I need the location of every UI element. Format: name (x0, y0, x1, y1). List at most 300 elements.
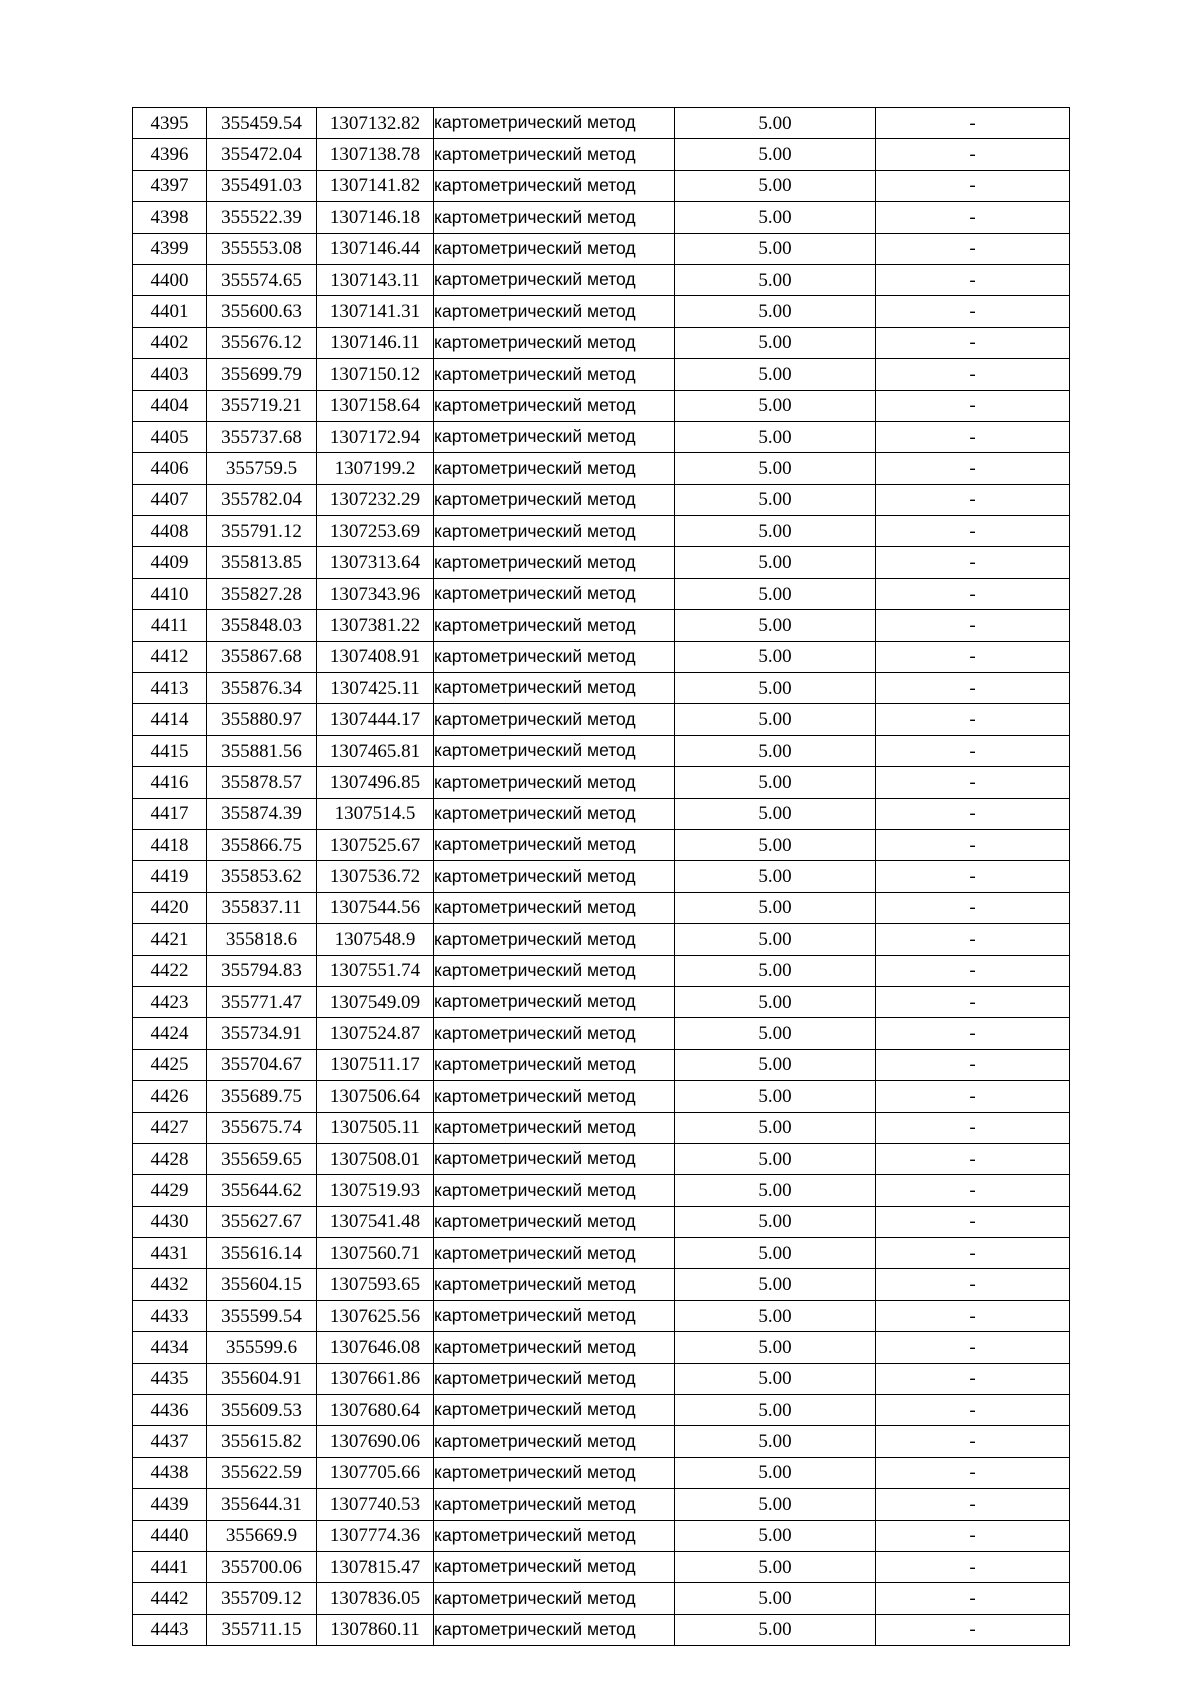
y-coordinate-cell: 1307141.31 (317, 296, 434, 327)
y-coordinate-cell: 1307158.64 (317, 390, 434, 421)
method-cell: картометрический метод (434, 1332, 675, 1363)
y-coordinate-cell: 1307593.65 (317, 1269, 434, 1300)
method-cell: картометрический метод (434, 421, 675, 452)
point-number-cell: 4416 (133, 767, 207, 798)
accuracy-cell: 5.00 (675, 1489, 876, 1520)
point-number-cell: 4433 (133, 1300, 207, 1331)
x-coordinate-cell: 355874.39 (207, 798, 317, 829)
x-coordinate-cell: 355837.11 (207, 892, 317, 923)
method-cell: картометрический метод (434, 453, 675, 484)
method-cell: картометрический метод (434, 1081, 675, 1112)
point-number-cell: 4430 (133, 1206, 207, 1237)
accuracy-cell: 5.00 (675, 108, 876, 139)
accuracy-cell: 5.00 (675, 610, 876, 641)
accuracy-cell: 5.00 (675, 484, 876, 515)
point-number-cell: 4437 (133, 1426, 207, 1457)
table-row (133, 516, 1070, 547)
y-coordinate-cell: 1307381.22 (317, 610, 434, 641)
point-number-cell: 4413 (133, 673, 207, 704)
accuracy-cell: 5.00 (675, 1520, 876, 1551)
method-cell: картометрический метод (434, 673, 675, 704)
table-row (133, 892, 1070, 923)
note-cell: - (876, 139, 1070, 170)
x-coordinate-cell: 355574.65 (207, 264, 317, 295)
y-coordinate-cell: 1307548.9 (317, 924, 434, 955)
note-cell: - (876, 327, 1070, 358)
accuracy-cell: 5.00 (675, 955, 876, 986)
y-coordinate-cell: 1307815.47 (317, 1551, 434, 1582)
point-number-cell: 4410 (133, 578, 207, 609)
point-number-cell: 4402 (133, 327, 207, 358)
method-cell: картометрический метод (434, 1269, 675, 1300)
y-coordinate-cell: 1307774.36 (317, 1520, 434, 1551)
y-coordinate-cell: 1307544.56 (317, 892, 434, 923)
x-coordinate-cell: 355553.08 (207, 233, 317, 264)
y-coordinate-cell: 1307425.11 (317, 673, 434, 704)
x-coordinate-cell: 355599.6 (207, 1332, 317, 1363)
note-cell: - (876, 798, 1070, 829)
x-coordinate-cell: 355867.68 (207, 641, 317, 672)
note-cell: - (876, 1081, 1070, 1112)
method-cell: картометрический метод (434, 1206, 675, 1237)
y-coordinate-cell: 1307551.74 (317, 955, 434, 986)
method-cell: картометрический метод (434, 767, 675, 798)
table-row (133, 202, 1070, 233)
point-number-cell: 4420 (133, 892, 207, 923)
point-number-cell: 4400 (133, 264, 207, 295)
y-coordinate-cell: 1307505.11 (317, 1112, 434, 1143)
note-cell: - (876, 704, 1070, 735)
point-number-cell: 4412 (133, 641, 207, 672)
table-row (133, 798, 1070, 829)
method-cell: картометрический метод (434, 484, 675, 515)
table-row (133, 327, 1070, 358)
accuracy-cell: 5.00 (675, 1049, 876, 1080)
accuracy-cell: 5.00 (675, 798, 876, 829)
x-coordinate-cell: 355704.67 (207, 1049, 317, 1080)
y-coordinate-cell: 1307549.09 (317, 986, 434, 1017)
note-cell: - (876, 1332, 1070, 1363)
table-row (133, 1112, 1070, 1143)
method-cell: картометрический метод (434, 170, 675, 201)
x-coordinate-cell: 355644.31 (207, 1489, 317, 1520)
y-coordinate-cell: 1307690.06 (317, 1426, 434, 1457)
accuracy-cell: 5.00 (675, 421, 876, 452)
point-number-cell: 4441 (133, 1551, 207, 1582)
coordinates-table-body (133, 108, 1070, 1646)
point-number-cell: 4411 (133, 610, 207, 641)
point-number-cell: 4421 (133, 924, 207, 955)
method-cell: картометрический метод (434, 735, 675, 766)
point-number-cell: 4403 (133, 359, 207, 390)
note-cell: - (876, 1426, 1070, 1457)
table-row (133, 767, 1070, 798)
point-number-cell: 4443 (133, 1614, 207, 1645)
point-number-cell: 4404 (133, 390, 207, 421)
note-cell: - (876, 1049, 1070, 1080)
x-coordinate-cell: 355604.15 (207, 1269, 317, 1300)
method-cell: картометрический метод (434, 829, 675, 860)
table-row (133, 170, 1070, 201)
table-row (133, 484, 1070, 515)
accuracy-cell: 5.00 (675, 1238, 876, 1269)
point-number-cell: 4424 (133, 1018, 207, 1049)
method-cell: картометрический метод (434, 892, 675, 923)
table-row (133, 1049, 1070, 1080)
x-coordinate-cell: 355709.12 (207, 1583, 317, 1614)
x-coordinate-cell: 355472.04 (207, 139, 317, 170)
table-row (133, 986, 1070, 1017)
method-cell: картометрический метод (434, 516, 675, 547)
point-number-cell: 4432 (133, 1269, 207, 1300)
y-coordinate-cell: 1307541.48 (317, 1206, 434, 1237)
point-number-cell: 4407 (133, 484, 207, 515)
table-row (133, 1520, 1070, 1551)
x-coordinate-cell: 355675.74 (207, 1112, 317, 1143)
x-coordinate-cell: 355711.15 (207, 1614, 317, 1645)
accuracy-cell: 5.00 (675, 673, 876, 704)
table-row (133, 578, 1070, 609)
x-coordinate-cell: 355699.79 (207, 359, 317, 390)
method-cell: картометрический метод (434, 861, 675, 892)
accuracy-cell: 5.00 (675, 892, 876, 923)
method-cell: картометрический метод (434, 1238, 675, 1269)
x-coordinate-cell: 355615.82 (207, 1426, 317, 1457)
y-coordinate-cell: 1307444.17 (317, 704, 434, 735)
accuracy-cell: 5.00 (675, 233, 876, 264)
accuracy-cell: 5.00 (675, 547, 876, 578)
accuracy-cell: 5.00 (675, 296, 876, 327)
method-cell: картометрический метод (434, 139, 675, 170)
point-number-cell: 4426 (133, 1081, 207, 1112)
note-cell: - (876, 1300, 1070, 1331)
method-cell: картометрический метод (434, 1520, 675, 1551)
y-coordinate-cell: 1307860.11 (317, 1614, 434, 1645)
point-number-cell: 4405 (133, 421, 207, 452)
table-row (133, 359, 1070, 390)
x-coordinate-cell: 355878.57 (207, 767, 317, 798)
method-cell: картометрический метод (434, 578, 675, 609)
note-cell: - (876, 641, 1070, 672)
point-number-cell: 4418 (133, 829, 207, 860)
table-row (133, 453, 1070, 484)
y-coordinate-cell: 1307836.05 (317, 1583, 434, 1614)
y-coordinate-cell: 1307146.11 (317, 327, 434, 358)
accuracy-cell: 5.00 (675, 170, 876, 201)
point-number-cell: 4442 (133, 1583, 207, 1614)
method-cell: картометрический метод (434, 798, 675, 829)
note-cell: - (876, 1614, 1070, 1645)
table-row (133, 1363, 1070, 1394)
point-number-cell: 4399 (133, 233, 207, 264)
y-coordinate-cell: 1307172.94 (317, 421, 434, 452)
y-coordinate-cell: 1307525.67 (317, 829, 434, 860)
accuracy-cell: 5.00 (675, 453, 876, 484)
point-number-cell: 4417 (133, 798, 207, 829)
x-coordinate-cell: 355616.14 (207, 1238, 317, 1269)
note-cell: - (876, 516, 1070, 547)
accuracy-cell: 5.00 (675, 1081, 876, 1112)
note-cell: - (876, 170, 1070, 201)
x-coordinate-cell: 355669.9 (207, 1520, 317, 1551)
accuracy-cell: 5.00 (675, 1457, 876, 1488)
x-coordinate-cell: 355644.62 (207, 1175, 317, 1206)
y-coordinate-cell: 1307146.44 (317, 233, 434, 264)
method-cell: картометрический метод (434, 641, 675, 672)
table-row (133, 735, 1070, 766)
x-coordinate-cell: 355880.97 (207, 704, 317, 735)
accuracy-cell: 5.00 (675, 704, 876, 735)
y-coordinate-cell: 1307232.29 (317, 484, 434, 515)
accuracy-cell: 5.00 (675, 735, 876, 766)
point-number-cell: 4419 (133, 861, 207, 892)
x-coordinate-cell: 355848.03 (207, 610, 317, 641)
method-cell: картометрический метод (434, 327, 675, 358)
note-cell: - (876, 1143, 1070, 1174)
accuracy-cell: 5.00 (675, 1426, 876, 1457)
y-coordinate-cell: 1307253.69 (317, 516, 434, 547)
point-number-cell: 4428 (133, 1143, 207, 1174)
accuracy-cell: 5.00 (675, 1143, 876, 1174)
table-row (133, 1332, 1070, 1363)
method-cell: картометрический метод (434, 359, 675, 390)
x-coordinate-cell: 355791.12 (207, 516, 317, 547)
point-number-cell: 4438 (133, 1457, 207, 1488)
method-cell: картометрический метод (434, 1112, 675, 1143)
point-number-cell: 4397 (133, 170, 207, 201)
y-coordinate-cell: 1307506.64 (317, 1081, 434, 1112)
note-cell: - (876, 390, 1070, 421)
note-cell: - (876, 1583, 1070, 1614)
point-number-cell: 4425 (133, 1049, 207, 1080)
x-coordinate-cell: 355853.62 (207, 861, 317, 892)
accuracy-cell: 5.00 (675, 1332, 876, 1363)
y-coordinate-cell: 1307508.01 (317, 1143, 434, 1174)
note-cell: - (876, 108, 1070, 139)
table-row (133, 1081, 1070, 1112)
y-coordinate-cell: 1307560.71 (317, 1238, 434, 1269)
table-row (133, 1457, 1070, 1488)
note-cell: - (876, 453, 1070, 484)
accuracy-cell: 5.00 (675, 641, 876, 672)
method-cell: картометрический метод (434, 1457, 675, 1488)
y-coordinate-cell: 1307138.78 (317, 139, 434, 170)
note-cell: - (876, 1238, 1070, 1269)
y-coordinate-cell: 1307496.85 (317, 767, 434, 798)
accuracy-cell: 5.00 (675, 1551, 876, 1582)
accuracy-cell: 5.00 (675, 1300, 876, 1331)
table-row (133, 829, 1070, 860)
accuracy-cell: 5.00 (675, 327, 876, 358)
method-cell: картометрический метод (434, 1143, 675, 1174)
table-row (133, 955, 1070, 986)
note-cell: - (876, 233, 1070, 264)
table-row (133, 1583, 1070, 1614)
x-coordinate-cell: 355827.28 (207, 578, 317, 609)
x-coordinate-cell: 355689.75 (207, 1081, 317, 1112)
method-cell: картометрический метод (434, 1395, 675, 1426)
x-coordinate-cell: 355700.06 (207, 1551, 317, 1582)
method-cell: картометрический метод (434, 1614, 675, 1645)
point-number-cell: 4396 (133, 139, 207, 170)
method-cell: картометрический метод (434, 704, 675, 735)
method-cell: картометрический метод (434, 547, 675, 578)
y-coordinate-cell: 1307132.82 (317, 108, 434, 139)
y-coordinate-cell: 1307141.82 (317, 170, 434, 201)
table-row (133, 233, 1070, 264)
y-coordinate-cell: 1307313.64 (317, 547, 434, 578)
x-coordinate-cell: 355818.6 (207, 924, 317, 955)
accuracy-cell: 5.00 (675, 1614, 876, 1645)
method-cell: картометрический метод (434, 233, 675, 264)
y-coordinate-cell: 1307519.93 (317, 1175, 434, 1206)
accuracy-cell: 5.00 (675, 359, 876, 390)
y-coordinate-cell: 1307661.86 (317, 1363, 434, 1394)
table-row (133, 421, 1070, 452)
y-coordinate-cell: 1307740.53 (317, 1489, 434, 1520)
note-cell: - (876, 359, 1070, 390)
note-cell: - (876, 735, 1070, 766)
point-number-cell: 4436 (133, 1395, 207, 1426)
table-row (133, 1175, 1070, 1206)
point-number-cell: 4423 (133, 986, 207, 1017)
accuracy-cell: 5.00 (675, 264, 876, 295)
accuracy-cell: 5.00 (675, 1206, 876, 1237)
accuracy-cell: 5.00 (675, 139, 876, 170)
x-coordinate-cell: 355782.04 (207, 484, 317, 515)
note-cell: - (876, 547, 1070, 578)
point-number-cell: 4408 (133, 516, 207, 547)
table-row (133, 108, 1070, 139)
table-row (133, 296, 1070, 327)
method-cell: картометрический метод (434, 1018, 675, 1049)
table-row (133, 1143, 1070, 1174)
x-coordinate-cell: 355737.68 (207, 421, 317, 452)
x-coordinate-cell: 355876.34 (207, 673, 317, 704)
x-coordinate-cell: 355866.75 (207, 829, 317, 860)
method-cell: картометрический метод (434, 1551, 675, 1582)
point-number-cell: 4406 (133, 453, 207, 484)
y-coordinate-cell: 1307465.81 (317, 735, 434, 766)
table-row (133, 1300, 1070, 1331)
note-cell: - (876, 1363, 1070, 1394)
x-coordinate-cell: 355609.53 (207, 1395, 317, 1426)
y-coordinate-cell: 1307705.66 (317, 1457, 434, 1488)
x-coordinate-cell: 355604.91 (207, 1363, 317, 1394)
note-cell: - (876, 578, 1070, 609)
note-cell: - (876, 673, 1070, 704)
point-number-cell: 4415 (133, 735, 207, 766)
x-coordinate-cell: 355881.56 (207, 735, 317, 766)
y-coordinate-cell: 1307524.87 (317, 1018, 434, 1049)
note-cell: - (876, 1206, 1070, 1237)
accuracy-cell: 5.00 (675, 390, 876, 421)
note-cell: - (876, 296, 1070, 327)
accuracy-cell: 5.00 (675, 1583, 876, 1614)
accuracy-cell: 5.00 (675, 516, 876, 547)
accuracy-cell: 5.00 (675, 924, 876, 955)
table-row (133, 673, 1070, 704)
method-cell: картометрический метод (434, 1363, 675, 1394)
y-coordinate-cell: 1307143.11 (317, 264, 434, 295)
x-coordinate-cell: 355600.63 (207, 296, 317, 327)
point-number-cell: 4395 (133, 108, 207, 139)
accuracy-cell: 5.00 (675, 986, 876, 1017)
method-cell: картометрический метод (434, 202, 675, 233)
note-cell: - (876, 861, 1070, 892)
point-number-cell: 4440 (133, 1520, 207, 1551)
y-coordinate-cell: 1307199.2 (317, 453, 434, 484)
note-cell: - (876, 1489, 1070, 1520)
note-cell: - (876, 829, 1070, 860)
method-cell: картометрический метод (434, 1175, 675, 1206)
accuracy-cell: 5.00 (675, 1112, 876, 1143)
x-coordinate-cell: 355622.59 (207, 1457, 317, 1488)
note-cell: - (876, 892, 1070, 923)
table-row (133, 924, 1070, 955)
table-row (133, 861, 1070, 892)
method-cell: картометрический метод (434, 390, 675, 421)
method-cell: картометрический метод (434, 986, 675, 1017)
note-cell: - (876, 1018, 1070, 1049)
point-number-cell: 4422 (133, 955, 207, 986)
x-coordinate-cell: 355734.91 (207, 1018, 317, 1049)
table-row (133, 704, 1070, 735)
point-number-cell: 4429 (133, 1175, 207, 1206)
y-coordinate-cell: 1307146.18 (317, 202, 434, 233)
accuracy-cell: 5.00 (675, 1018, 876, 1049)
y-coordinate-cell: 1307680.64 (317, 1395, 434, 1426)
y-coordinate-cell: 1307511.17 (317, 1049, 434, 1080)
table-row (133, 1614, 1070, 1645)
method-cell: картометрический метод (434, 296, 675, 327)
table-row (133, 1551, 1070, 1582)
note-cell: - (876, 610, 1070, 641)
point-number-cell: 4409 (133, 547, 207, 578)
table-row (133, 1206, 1070, 1237)
table-row (133, 1426, 1070, 1457)
method-cell: картометрический метод (434, 1489, 675, 1520)
method-cell: картометрический метод (434, 1426, 675, 1457)
x-coordinate-cell: 355459.54 (207, 108, 317, 139)
accuracy-cell: 5.00 (675, 767, 876, 798)
accuracy-cell: 5.00 (675, 578, 876, 609)
x-coordinate-cell: 355771.47 (207, 986, 317, 1017)
point-number-cell: 4398 (133, 202, 207, 233)
accuracy-cell: 5.00 (675, 1363, 876, 1394)
method-cell: картометрический метод (434, 924, 675, 955)
note-cell: - (876, 986, 1070, 1017)
method-cell: картометрический метод (434, 1300, 675, 1331)
note-cell: - (876, 767, 1070, 798)
accuracy-cell: 5.00 (675, 829, 876, 860)
method-cell: картометрический метод (434, 1583, 675, 1614)
point-number-cell: 4414 (133, 704, 207, 735)
accuracy-cell: 5.00 (675, 1269, 876, 1300)
y-coordinate-cell: 1307646.08 (317, 1332, 434, 1363)
note-cell: - (876, 1520, 1070, 1551)
note-cell: - (876, 264, 1070, 295)
note-cell: - (876, 484, 1070, 515)
x-coordinate-cell: 355719.21 (207, 390, 317, 421)
note-cell: - (876, 1457, 1070, 1488)
table-row (133, 390, 1070, 421)
table-row (133, 1395, 1070, 1426)
x-coordinate-cell: 355659.65 (207, 1143, 317, 1174)
y-coordinate-cell: 1307536.72 (317, 861, 434, 892)
table-row (133, 264, 1070, 295)
point-number-cell: 4435 (133, 1363, 207, 1394)
